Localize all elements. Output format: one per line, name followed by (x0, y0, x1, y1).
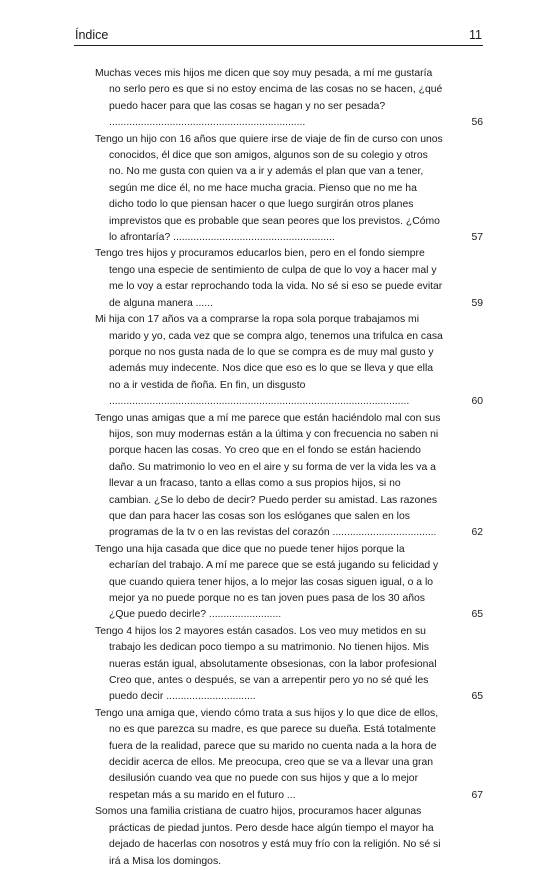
entry-page-number: 67 (471, 789, 483, 801)
entry-text: Tengo una hija casada que dice que no puede tener hijos porque la echarían del trabajo. A mí me parece que se está jugando su felicidad y que cuando quiera tener hijos, a lo mejor las cosas siguen igual, o a lo mejor ya no puede porque no es tan joven pues pasa de los 30 años ¿Que puedo decirle? ......................... (95, 543, 439, 621)
entry-text: Tengo un hijo con 16 años que quiere irse de viaje de fin de curso con unos conocidos, él dice que son amigos, algunos son de su colegio y otros no. No me gusta con quien va a ir y además el plan que van a tener, según me dice él, no me hace mucha gracia. Pienso que no me ha dicho todo lo que piensan hacer o que luego surgirán otros planes imprevistos que es probable que sean peores que los previstos. ¿Cómo lo afrontaría? ........................................................ (95, 133, 443, 244)
entry-page-number: 60 (471, 396, 483, 408)
entry-page-number: 65 (471, 609, 483, 621)
index-entry (95, 411, 485, 542)
entry-page-number: 57 (471, 232, 483, 244)
index-entry (95, 624, 485, 706)
entry-text: Mi hija con 17 años va a comprarse la ropa sola porque trabajamos mi marido y yo, cada vez que se compra algo, tenemos una trifulca en casa porque no nos gusta nada de lo que se compra es de muy mal gusto y además muy indecente. Nos dice que eso es lo que se lleva y que ella no a ir vestida de ñoña. En fin, un disgusto ........................................................................................................ (95, 314, 443, 408)
index-entry (95, 542, 485, 624)
header-page-number: 11 (469, 28, 482, 42)
index-list (95, 66, 485, 870)
index-entry (95, 132, 485, 247)
entry-page-number: 59 (471, 297, 483, 309)
index-entry (95, 804, 485, 870)
entry-text: Tengo una amiga que, viendo cómo trata a sus hijos y lo que dice de ellos, no es que parezca su madre, es que parece su dueña. Está totalmente fuera de la realidad, parece que su marido no cuenta nada a la hora de decidir acerca de ellos. Me preocupa, creo que se va a llevar una gran desilusión cuando vea que no puede con sus hijos y que a lo mejor respetan más a su marido en el futuro ... (95, 707, 439, 801)
entry-text: Tengo 4 hijos los 2 mayores están casados. Los veo muy metidos en su trabajo les dedican poco tiempo a su matrimonio. No tienen hijos. Mis nueras están igual, absolutamente obsesionas, con la labor profesional Creo que, antes o después, se van a arrepentir pero yo no sé qué les puedo decir ............................... (95, 625, 437, 703)
index-entry (95, 246, 485, 312)
running-header (74, 28, 483, 46)
entry-page-number: 65 (471, 691, 483, 703)
header-title: Índice (75, 28, 109, 42)
entry-page-number: 62 (471, 527, 483, 539)
index-entry (95, 706, 485, 804)
entry-text: Tengo tres hijos y procuramos educarlos bien, pero en el fondo siempre tengo una especie de sentimiento de culpa de que lo voy a hacer mal y me lo voy a estar reprochando toda la vida. No sé si eso se puede evitar de alguna manera ...... (95, 248, 443, 309)
index-entry (95, 66, 485, 132)
entry-text: Somos una familia cristiana de cuatro hijos, procuramos hacer algunas prácticas de piedad juntos. Pero desde hace algún tiempo el mayor ha dejado de hacerlas con nosotros y está muy frío con la religión. No sé si irá a Misa los domingos. (95, 806, 441, 867)
entry-page-number: 56 (471, 117, 483, 129)
entry-text: Tengo unas amigas que a mí me parece que están haciéndolo mal con sus hijos, son muy modernas están a la última y con frecuencia no saben ni porque hacen las cosas. Yo creo que en el fondo se están haciendo daño. Su matrimonio lo veo en el aire y su forma de ver la vida les va a llevar a un fracaso, tanto a ellas como a sus propios hijos, si no cambian. ¿Se lo debo de decir? Puedo perder su amistad. Las razones que dan para hacer las cosas son los eslóganes que salen en los programas de la tv o en las revistas del corazón .................................... (95, 412, 441, 539)
entry-text: Muchas veces mis hijos me dicen que soy muy pesada, a mí me gustaría no serlo pero es que si no estoy encima de las cosas no se hacen, ¿qué puedo hacer para que las cosas se hagan y no ser pesada? .................................................................... (95, 68, 443, 129)
index-entry (95, 312, 485, 410)
